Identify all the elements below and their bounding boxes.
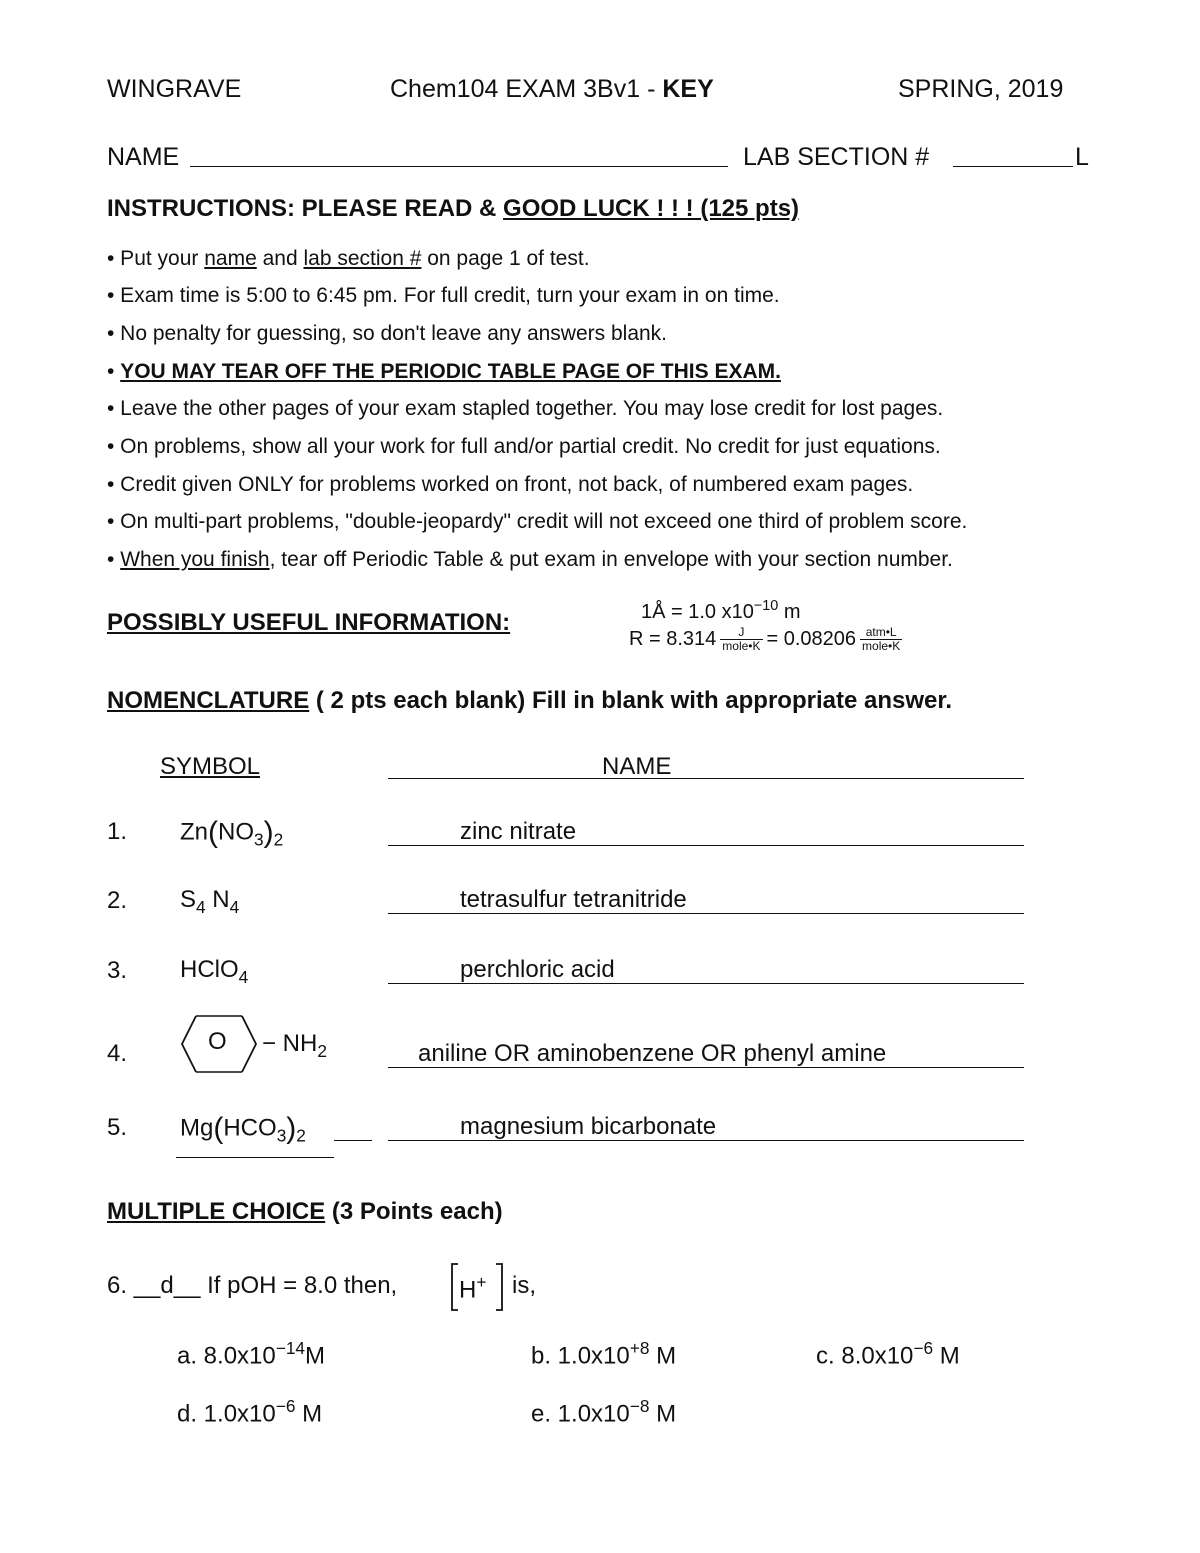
name-blank[interactable] bbox=[190, 166, 728, 167]
instruction-item bbox=[107, 360, 781, 384]
formula-part: − NH bbox=[262, 1030, 318, 1057]
frac-numerator: atm•L bbox=[860, 626, 902, 640]
formula-underline bbox=[176, 1157, 334, 1158]
instruction-text: on page 1 of test. bbox=[421, 247, 590, 270]
instruction-underlined: name bbox=[204, 247, 257, 270]
formula-subscript: 4 bbox=[229, 897, 240, 918]
frac-numerator: J bbox=[720, 626, 762, 640]
nomenclature-number: 2. bbox=[107, 887, 128, 914]
choice-a[interactable] bbox=[177, 1338, 325, 1371]
column-name-header: NAME bbox=[602, 753, 672, 780]
formula-subscript: 2 bbox=[296, 1125, 306, 1146]
instruction-underlined: When you finish bbox=[120, 548, 270, 571]
answer-text: tetrasulfur tetranitride bbox=[460, 886, 687, 913]
choice-value: 8.0x10 bbox=[834, 1342, 914, 1370]
formula-paren: ( bbox=[208, 816, 219, 849]
course-exam-label: Chem104 EXAM 3Bv1 - bbox=[390, 75, 663, 103]
formula-part: HCO bbox=[223, 1114, 277, 1142]
exam-term: SPRING, 2019 bbox=[898, 75, 1064, 103]
gas-constant bbox=[629, 626, 906, 653]
choice-unit: M bbox=[649, 1400, 677, 1428]
formula-tetrasulfur-tetranitride bbox=[180, 886, 239, 918]
answer-text: aniline OR aminobenzene OR phenyl amine bbox=[418, 1040, 887, 1067]
choice-exponent: +8 bbox=[629, 1338, 650, 1358]
multiple-choice-title: MULTIPLE CHOICE bbox=[107, 1198, 326, 1225]
question-number: 6. __ bbox=[107, 1272, 161, 1299]
formula-part: S bbox=[180, 886, 197, 913]
name-label: NAME bbox=[107, 143, 180, 171]
choice-label: e. bbox=[531, 1400, 552, 1428]
left-bracket bbox=[452, 1264, 458, 1310]
formula-part: NO bbox=[218, 818, 255, 846]
exam-author: WINGRAVE bbox=[107, 75, 242, 103]
useful-info-heading: POSSIBLY USEFUL INFORMATION: bbox=[107, 609, 511, 636]
instruction-item: • No penalty for guessing, so don't leave any answers blank. bbox=[107, 322, 668, 345]
ring-left-bracket bbox=[182, 1016, 196, 1072]
instruction-item bbox=[107, 548, 953, 572]
instructions-title-main: INSTRUCTIONS: PLEASE READ & bbox=[107, 195, 504, 222]
formula-paren: ) bbox=[286, 1112, 297, 1145]
ring-right-bracket bbox=[242, 1016, 256, 1072]
question-suffix: is, bbox=[512, 1272, 536, 1299]
question-text: __ If pOH = 8.0 then, bbox=[173, 1272, 398, 1299]
choice-d[interactable] bbox=[177, 1396, 322, 1429]
nomenclature-instructions: ( 2 pts each blank) Fill in blank with appropriate answer. bbox=[309, 687, 953, 714]
formula-subscript: 4 bbox=[196, 897, 206, 918]
nomenclature-number: 3. bbox=[107, 957, 128, 984]
nomenclature-number: 1. bbox=[107, 818, 128, 845]
formula-subscript: 2 bbox=[317, 1041, 327, 1062]
nomenclature-number: 4. bbox=[107, 1040, 128, 1067]
multiple-choice-heading bbox=[107, 1198, 503, 1226]
formula-part: Zn bbox=[180, 818, 209, 846]
question-answer: d bbox=[160, 1272, 174, 1299]
choice-unit: M bbox=[295, 1400, 323, 1428]
formula-magnesium-bicarbonate bbox=[180, 1112, 306, 1147]
choice-value: 8.0x10 bbox=[197, 1342, 276, 1370]
choice-label: b. bbox=[531, 1342, 552, 1370]
choice-c[interactable] bbox=[816, 1338, 960, 1371]
instruction-text: , tear off Periodic Table & put exam in envelope with your section number. bbox=[269, 548, 953, 571]
instruction-item: • Credit given ONLY for problems worked on front, not back, of numbered exam pages. bbox=[107, 473, 914, 496]
key-label: KEY bbox=[662, 75, 714, 103]
instruction-text: and bbox=[256, 247, 304, 270]
choice-value: 1.0x10 bbox=[551, 1400, 630, 1428]
instruction-item bbox=[107, 247, 590, 271]
choice-label: c. bbox=[816, 1342, 835, 1370]
formula-underline bbox=[334, 1140, 372, 1141]
choice-exponent: −8 bbox=[629, 1396, 650, 1416]
instruction-bullet: • bbox=[107, 548, 121, 571]
multiple-choice-points: (3 Points each) bbox=[325, 1198, 503, 1225]
angstrom-unit: m bbox=[778, 600, 801, 623]
choice-b[interactable] bbox=[531, 1338, 676, 1371]
instruction-emphasis: YOU MAY TEAR OFF THE PERIODIC TABLE PAGE OF THIS EXAM. bbox=[120, 360, 781, 383]
ion-charge: + bbox=[476, 1272, 487, 1292]
answer-text: magnesium bicarbonate bbox=[460, 1113, 717, 1140]
choice-label: a. bbox=[177, 1342, 198, 1370]
amine-group bbox=[262, 1030, 327, 1062]
choice-unit: M bbox=[649, 1342, 677, 1370]
lab-section-suffix: L bbox=[1075, 143, 1089, 171]
instruction-bullet: • bbox=[107, 360, 121, 383]
formula-subscript: 2 bbox=[273, 829, 284, 850]
question-6 bbox=[107, 1272, 397, 1300]
gas-constant-value-2: = 0.08206 bbox=[766, 627, 857, 650]
choice-e[interactable] bbox=[531, 1396, 676, 1429]
instruction-item: • Exam time is 5:00 to 6:45 pm. For full credit, turn your exam in on time. bbox=[107, 284, 780, 307]
instruction-text: • Put your bbox=[107, 247, 205, 270]
formula-paren: ) bbox=[263, 816, 274, 849]
choice-unit: M bbox=[305, 1342, 326, 1370]
frac-denominator: mole•K bbox=[862, 639, 901, 653]
choice-unit: M bbox=[933, 1342, 960, 1370]
instruction-item: • On multi-part problems, "double-jeopardy" credit will not exceed one third of problem score. bbox=[107, 510, 968, 533]
gas-constant-unit-2 bbox=[860, 626, 902, 653]
choice-exponent: −6 bbox=[913, 1338, 934, 1358]
formula-subscript: 3 bbox=[254, 829, 264, 850]
choice-value: 1.0x10 bbox=[197, 1400, 276, 1428]
choice-value: 1.0x10 bbox=[551, 1342, 630, 1370]
nomenclature-heading bbox=[107, 687, 952, 715]
right-bracket bbox=[496, 1264, 502, 1310]
gas-constant-unit-1 bbox=[720, 626, 762, 653]
lab-section-blank[interactable] bbox=[953, 166, 1073, 167]
good-luck-text: GOOD LUCK ! ! ! (125 pts) bbox=[503, 195, 800, 222]
instruction-underlined: lab section # bbox=[303, 247, 422, 270]
frac-denominator: mole•K bbox=[722, 639, 761, 653]
lab-section-label: LAB SECTION # bbox=[743, 143, 930, 171]
choice-exponent: −14 bbox=[275, 1338, 306, 1358]
nomenclature-number: 5. bbox=[107, 1114, 128, 1141]
choice-label: d. bbox=[177, 1400, 198, 1428]
instruction-item: • On problems, show all your work for full and/or partial credit. No credit for just equations. bbox=[107, 435, 941, 458]
formula-subscript: 3 bbox=[276, 1125, 287, 1146]
formula-subscript: 4 bbox=[238, 967, 249, 988]
instructions-title bbox=[107, 195, 799, 223]
ring-label: O bbox=[208, 1028, 227, 1055]
instruction-item: • Leave the other pages of your exam stapled together. You may lose credit for lost pages. bbox=[107, 397, 944, 420]
angstrom-lhs: 1Å = 1.0 x10 bbox=[641, 600, 754, 623]
gas-constant-value-1: R = 8.314 bbox=[629, 627, 717, 650]
formula-part: HClO bbox=[180, 956, 239, 983]
formula-part: Mg bbox=[180, 1114, 214, 1142]
formula-part: N bbox=[205, 886, 230, 913]
nomenclature-title: NOMENCLATURE bbox=[107, 687, 310, 714]
hydrogen-ion bbox=[459, 1272, 486, 1305]
choice-exponent: −6 bbox=[275, 1396, 296, 1416]
answer-text: perchloric acid bbox=[460, 956, 615, 983]
formula-paren: ( bbox=[213, 1112, 224, 1145]
angstrom-conversion bbox=[641, 598, 801, 624]
answer-text: zinc nitrate bbox=[460, 818, 577, 845]
angstrom-exponent: −10 bbox=[753, 598, 779, 614]
formula-perchloric-acid bbox=[180, 956, 248, 988]
formula-zinc-nitrate bbox=[180, 816, 283, 851]
ion-symbol: H bbox=[459, 1276, 477, 1304]
exam-title bbox=[390, 75, 714, 104]
column-symbol-header: SYMBOL bbox=[160, 753, 261, 780]
column-name-rule bbox=[388, 778, 1024, 779]
